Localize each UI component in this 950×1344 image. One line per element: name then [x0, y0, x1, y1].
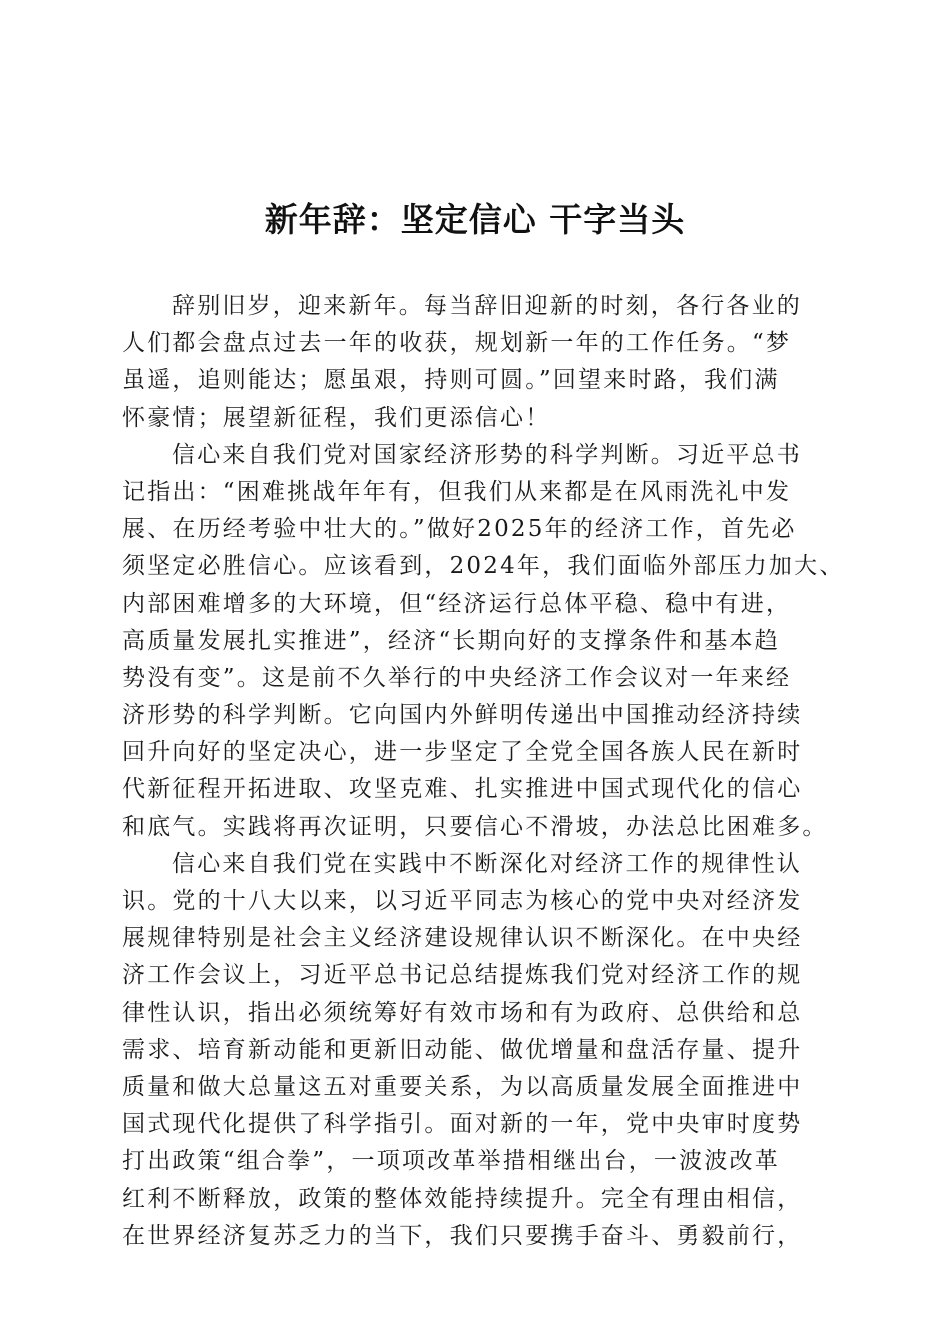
text-line: 红利不断释放，政策的整体效能持续提升。完全有理由相信，: [122, 1185, 803, 1212]
text-line: 国式现代化提供了科学指引。面对新的一年，党中央审时度势: [122, 1111, 803, 1138]
text-line: 质量和做大总量这五对重要关系，为以高质量发展全面推进中: [122, 1073, 803, 1100]
text-line: 济形势的科学判断。它向国内外鲜明传递出中国推动经济持续: [122, 702, 803, 729]
text-line: 代新征程开拓进取、攻坚克难、扎实推进中国式现代化的信心: [122, 776, 803, 803]
text-line: 人们都会盘点过去一年的收获，规划新一年的工作任务。“梦: [122, 330, 792, 357]
text-line: 打出政策“组合拳”，一项项改革举措相继出台，一波波改革: [122, 1148, 780, 1175]
text-line: 和底气。实践将再次证明，只要信心不滑坡，办法总比困难多。: [122, 813, 828, 840]
text-line: 信心来自我们党在实践中不断深化对经济工作的规律性认: [172, 850, 802, 877]
text-line: 识。党的十八大以来，以习近平同志为核心的党中央对经济发: [122, 888, 803, 914]
text-line: 高质量发展扎实推进”，经济“长期向好的支撑条件和基本趋: [122, 627, 780, 654]
text-line: 需求、培育新动能和更新旧动能、做优增量和盘活存量、提升: [122, 1036, 803, 1063]
document-body: [122, 288, 845, 1255]
text-line: 展、在历经考验中壮大的。”做好2025年的经济工作，首先必: [122, 516, 797, 543]
text-line: 势没有变”。这是前不久举行的中央经济工作会议对一年来经: [122, 664, 792, 691]
text-line: 在世界经济复苏乏力的当下，我们只要携手奋斗、勇毅前行，: [122, 1222, 803, 1249]
document-title: 新年辞：坚定信心 干字当头: [264, 200, 686, 239]
text-line: 信心来自我们党对国家经济形势的科学判断。习近平总书: [172, 441, 802, 468]
text-line: 记指出：“困难挑战年年有，但我们从来都是在风雨洗礼中发: [122, 478, 792, 505]
text-line: 须坚定必胜信心。应该看到，2024年，我们面临外部压力加大、: [122, 553, 845, 580]
text-line: 虽遥，追则能达；愿虽艰，持则可圆。”回望来时路，我们满: [122, 367, 780, 394]
text-line: 律性认识，指出必须统筹好有效市场和有为政府、总供给和总: [122, 999, 803, 1026]
text-line: 怀豪情；展望新征程，我们更添信心！: [122, 404, 551, 431]
text-line: 辞别旧岁，迎来新年。每当辞旧迎新的时刻，各行各业的: [172, 293, 802, 319]
text-line: 展规律特别是社会主义经济建设规律认识不断深化。在中央经: [122, 925, 803, 952]
text-line: 济工作会议上，习近平总书记总结提炼我们党对经济工作的规: [122, 962, 803, 989]
text-line: 内部困难增多的大环境，但“经济运行总体平稳、稳中有进，: [122, 590, 792, 617]
text-line: 回升向好的坚定决心，进一步坚定了全党全国各族人民在新时: [122, 739, 803, 766]
